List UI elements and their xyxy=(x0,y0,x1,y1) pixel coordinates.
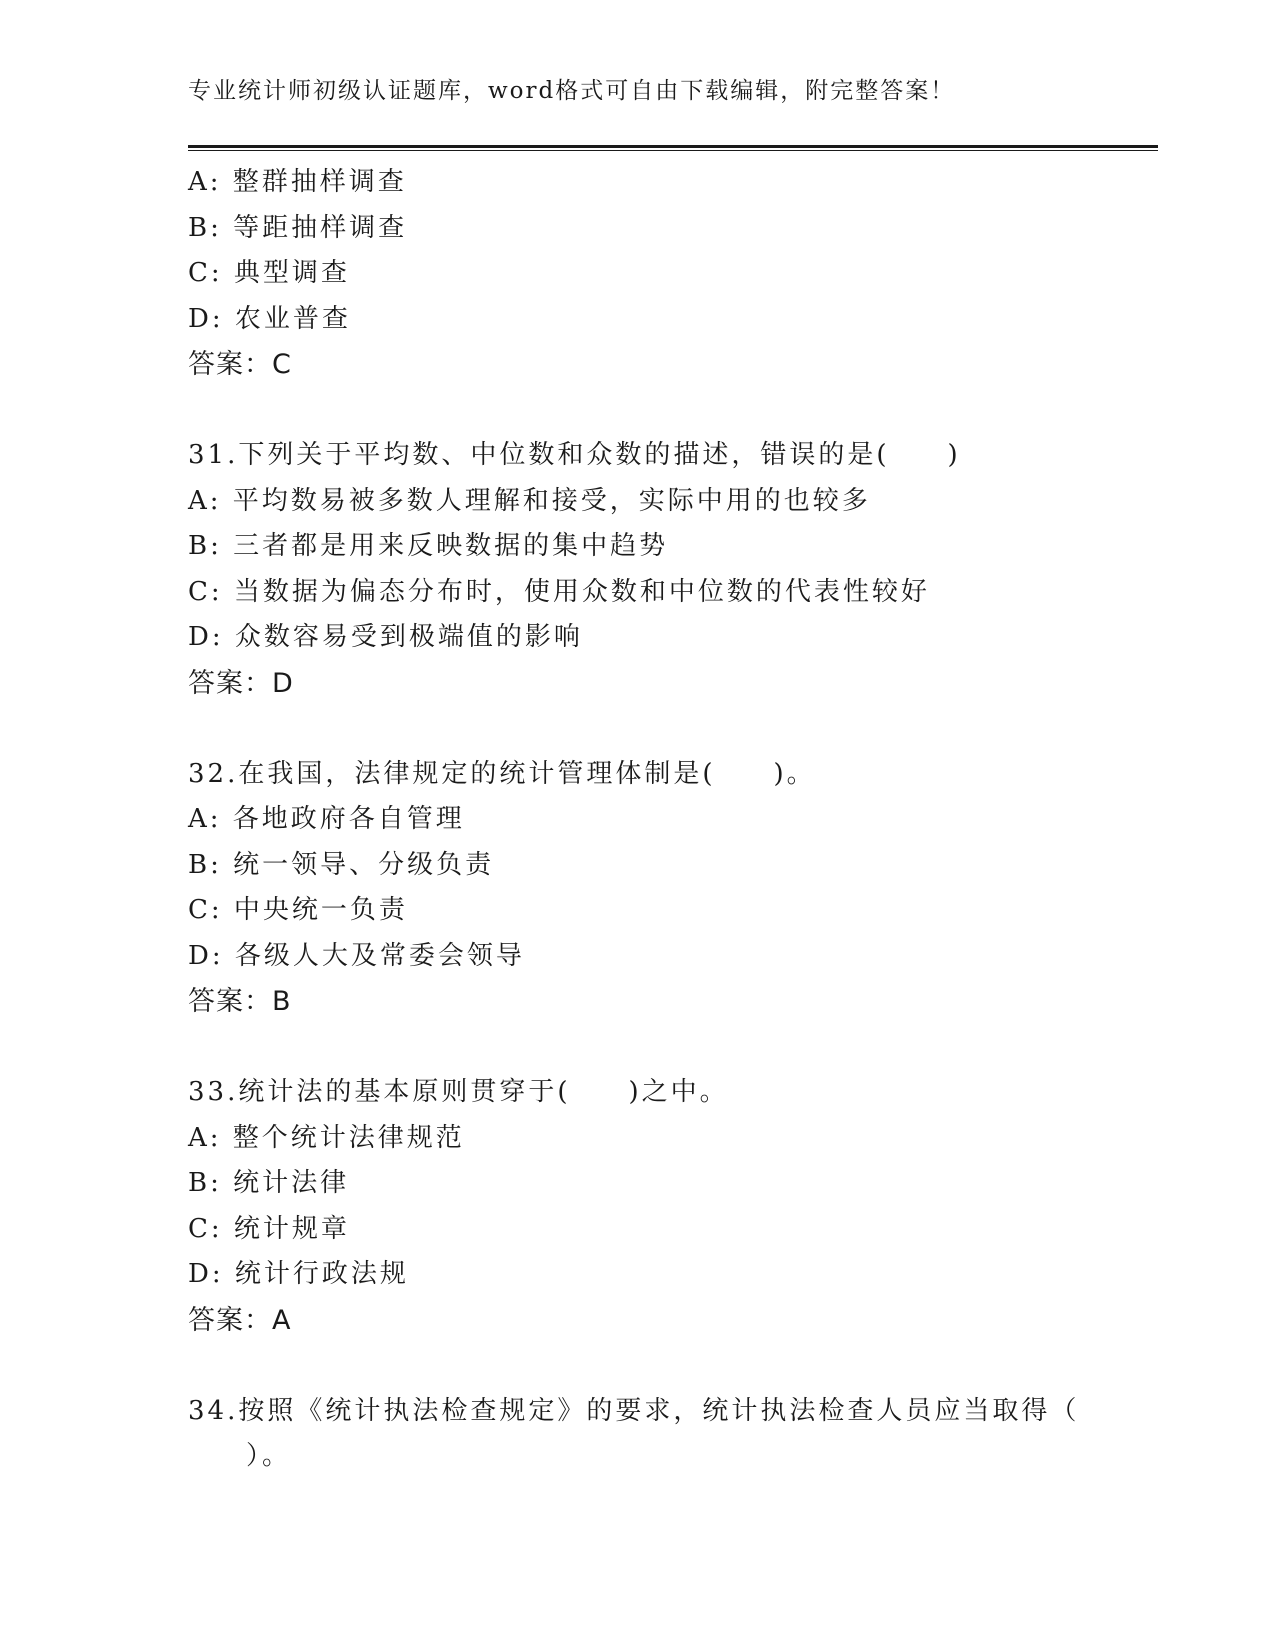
question-stem-continuation: ）。 xyxy=(246,1441,292,1471)
question-stem: 34.按照《统计执法检查规定》的要求，统计执法检查人员应当取得（ xyxy=(188,1395,1080,1426)
option-a: A: 整个统计法律规范 xyxy=(188,1122,465,1153)
page-header: 专业统计师初级认证题库，word格式可自由下载编辑，附完整答案！ xyxy=(188,78,956,104)
question-block xyxy=(188,160,1148,388)
option-b: B: 统计法律 xyxy=(188,1168,350,1198)
question-stem: 33.统计法的基本原则贯穿于( )之中。 xyxy=(188,1077,729,1107)
spacer xyxy=(188,388,1148,434)
option-a: A: 各地政府各自管理 xyxy=(188,804,465,834)
spacer xyxy=(188,1025,1148,1071)
option-d: D: 农业普查 xyxy=(188,303,351,334)
option-b: B: 等距抽样调查 xyxy=(188,212,408,243)
answer: 答案：D xyxy=(188,667,294,699)
question-block xyxy=(188,1389,1148,1480)
spacer xyxy=(188,706,1148,752)
question-stem: 32.在我国，法律规定的统计管理体制是( )。 xyxy=(188,758,816,789)
header-rule-thick xyxy=(188,145,1158,148)
option-c: C: 中央统一负责 xyxy=(188,895,408,925)
option-d: D: 统计行政法规 xyxy=(188,1259,409,1289)
spacer xyxy=(188,1343,1148,1389)
question-block xyxy=(188,433,1148,706)
answer: 答案：A xyxy=(188,1304,292,1336)
option-c: C: 统计规章 xyxy=(188,1213,350,1244)
question-block xyxy=(188,1070,1148,1343)
option-c: C: 当数据为偏态分布时，使用众数和中位数的代表性较好 xyxy=(188,576,930,607)
option-a: A: 整群抽样调查 xyxy=(188,167,407,197)
answer: 答案：C xyxy=(188,349,292,380)
answer: 答案：B xyxy=(188,986,292,1017)
option-b: B: 统一领导、分级负责 xyxy=(188,849,495,880)
header-rule-thin xyxy=(188,150,1158,151)
option-d: D: 各级人大及常委会领导 xyxy=(188,940,525,971)
question-block xyxy=(188,752,1148,1025)
option-d: D: 众数容易受到极端值的影响 xyxy=(188,622,583,652)
option-a: A: 平均数易被多数人理解和接受，实际中用的也较多 xyxy=(188,485,871,516)
question-list xyxy=(188,160,1148,1480)
option-c: C: 典型调查 xyxy=(188,258,350,288)
question-stem: 31.下列关于平均数、中位数和众数的描述，错误的是( ) xyxy=(188,440,961,470)
option-b: B: 三者都是用来反映数据的集中趋势 xyxy=(188,531,669,561)
